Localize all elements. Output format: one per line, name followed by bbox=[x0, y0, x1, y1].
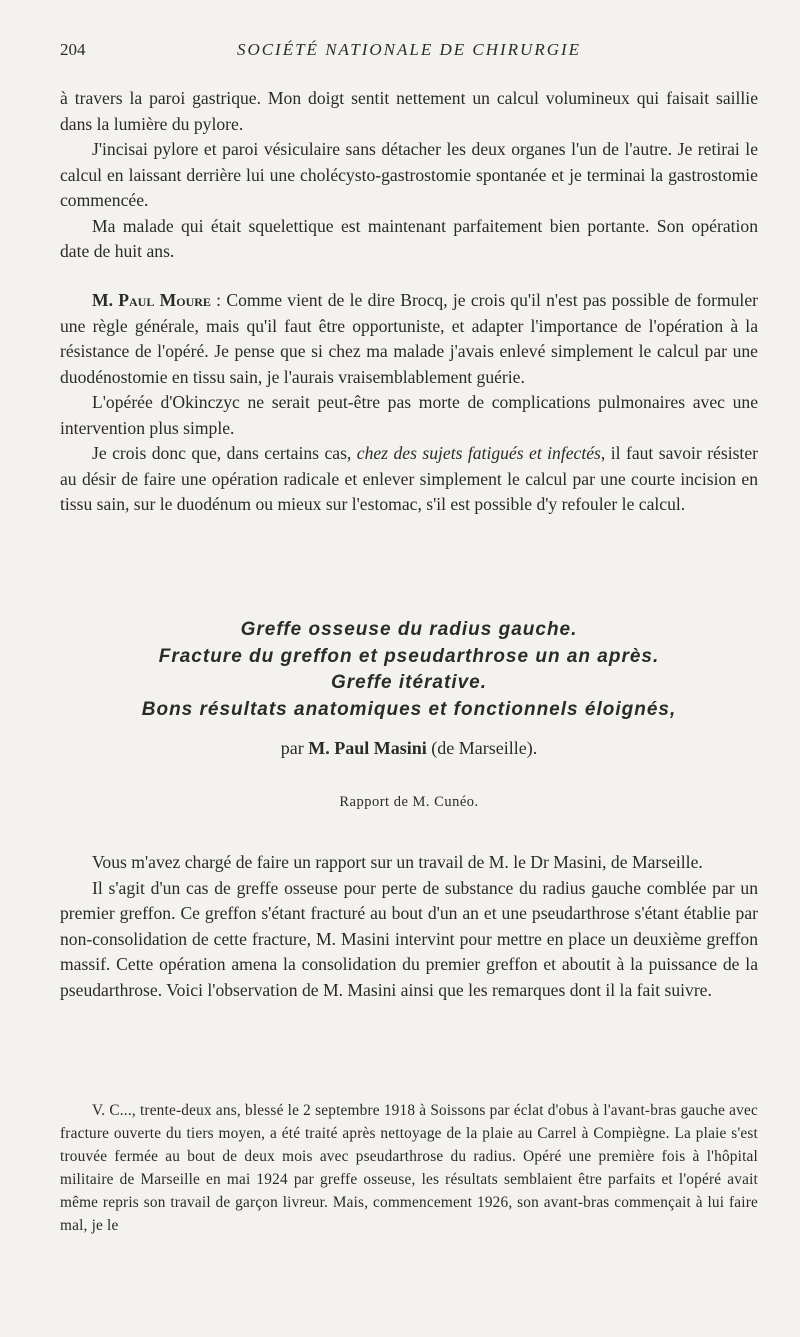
title-line: Bons résultats anatomiques et fonctionnels éloignés, bbox=[141, 698, 677, 720]
title-line: Greffe osseuse du radius gauche. bbox=[240, 619, 578, 640]
previous-discussion-end bbox=[60, 86, 758, 265]
paragraph: Ma malade qui était squelettique est maintenant parfaitement bien portante. Son opération date de huit ans. bbox=[60, 215, 758, 261]
report-body bbox=[60, 850, 758, 1003]
paragraph bbox=[60, 288, 758, 390]
case-observation bbox=[60, 1099, 758, 1237]
report-line: Rapport de M. Cunéo. bbox=[339, 794, 479, 810]
byline-suffix: (de Marseille). bbox=[426, 738, 538, 758]
byline bbox=[60, 738, 758, 759]
paragraph: L'opérée d'Okinczyc ne serait peut-être pas morte de complications pulmonaires avec une intervention plus simple. bbox=[60, 392, 758, 438]
paragraph: J'incisai pylore et paroi vésiculaire sans détacher les deux organes l'un de l'autre. Je retirai le calcul en laissant derrière lui une cholécysto-gastrostomie spontanée et je terminai la gastrostomie commencée. bbox=[60, 139, 758, 210]
running-title: SOCIÉTÉ NATIONALE DE CHIRURGIE bbox=[236, 40, 582, 59]
title-line: Greffe itérative. bbox=[330, 672, 488, 693]
byline-prefix: par bbox=[280, 738, 309, 758]
paragraph: à travers la paroi gastrique. Mon doigt sentit nettement un calcul volumineux qui faisait saillie dans la lumière du pylore. bbox=[60, 88, 758, 134]
paragraph bbox=[60, 441, 758, 518]
italic-phrase: chez des sujets fatigués et infectés bbox=[356, 443, 601, 463]
paragraph: Il s'agit d'un cas de greffe osseuse pour perte de substance du radius gauche comblée par un premier greffon. Ce greffon s'étant fracturé au bout d'un an et une pseudarthrose s'étant établie par non-consolidation de cette fracture, M. Masini intervint pour mettre en place un deuxième greffon massif. Cette opération amena la consolidation du premier greffon et aboutit à la puissance de la pseudarthrose. Voici l'observation de M. Masini ainsi que les remarques dont il la fait suivre. bbox=[60, 877, 758, 1000]
paragraph: V. C..., trente-deux ans, blessé le 2 septembre 1918 à Soissons par éclat d'obus à l'avant-bras gauche avec fracture ouverte du tiers moyen, a été traité après nettoyage de la plaie au Carrel à Compiègne. La plaie s'est trouvée fermée au bout de deux mois avec pseudarthrose du radius. Opéré une première fois à l'hôpital militaire de Marseille en mai 1924 par greffe osseuse, les résultats semblaient être parfaits et l'opéré avait même repris son travail de garçon livreur. Mais, commencement 1926, son avant-bras commençait à lui faire mal, je le bbox=[60, 1102, 758, 1234]
speaker-name: M. Paul Moure bbox=[92, 290, 211, 310]
moure-intervention bbox=[60, 288, 758, 518]
byline-author: M. Paul Masini bbox=[308, 738, 427, 758]
text-span: , il faut savoir résister au désir de faire une opération radicale et enlever simplement le calcul par une courte incision en tissu sain, sur le duodénum ou mieux sur l'estomac, s'il est possible d'y refouler le calcul. bbox=[60, 443, 758, 514]
article-title bbox=[60, 617, 758, 723]
title-line: Fracture du greffon et pseudarthrose un an après. bbox=[158, 645, 660, 667]
page-header bbox=[60, 40, 758, 66]
page-number: 204 bbox=[60, 40, 86, 59]
text-span: Je crois donc que, dans certains cas, bbox=[92, 443, 357, 463]
paragraph-text: : Comme vient de le dire Brocq, je crois qu'il n'est pas possible de formuler une règle générale, mais qu'il faut être opportuniste, et adapter l'importance de l'opération à la résistance de l'opéré. Je pense que si chez ma malade j'avais enlevé simplement le calcul par une duodénostomie en tissu sain, je l'aurais vraisemblablement guérie. bbox=[60, 290, 758, 387]
paragraph: Vous m'avez chargé de faire un rapport sur un travail de M. le Dr Masini, de Marseille. bbox=[92, 852, 703, 872]
